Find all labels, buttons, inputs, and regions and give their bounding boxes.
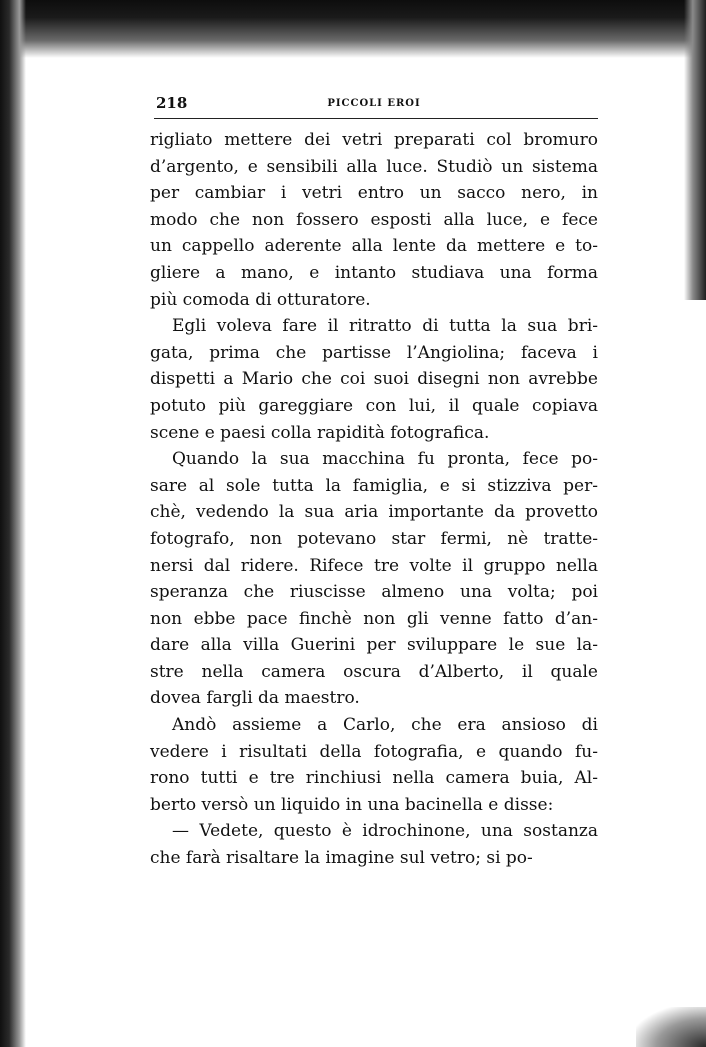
- text-line: che farà risaltare la imagine sul vetro; si po-: [150, 848, 533, 869]
- header-rule: [154, 118, 598, 119]
- paragraph: [150, 446, 598, 712]
- text-line: non ebbe pace finchè non gli venne fatto d’an-: [150, 608, 598, 629]
- text-line: un cappello aderente alla lente da mettere e to-: [150, 236, 598, 257]
- paragraph: [150, 127, 598, 313]
- text-line: più comoda di otturatore.: [150, 289, 371, 310]
- text-line: per cambiar i vetri entro un sacco nero, in: [150, 183, 598, 204]
- text-line: stre nella camera oscura d’Alberto, il quale: [150, 661, 598, 682]
- scan-right-edge: [684, 0, 706, 300]
- text-line: vedere i risultati della fotografia, e quando fu-: [150, 741, 598, 762]
- text-line: d’argento, e sensibili alla luce. Studiò un sistema: [150, 156, 598, 177]
- scan-left-edge: [0, 0, 26, 1047]
- text-line: gliere a mano, e intanto studiava una forma: [150, 262, 598, 283]
- text-line: Andò assieme a Carlo, che era ansioso di: [172, 715, 598, 736]
- text-line: berto versò un liquido in una bacinella e disse:: [150, 794, 554, 815]
- text-line: gata, prima che partisse l’Angiolina; faceva i: [150, 342, 598, 363]
- text-line: chè, vedendo la sua aria importante da provetto: [150, 502, 598, 523]
- text-line: dare alla villa Guerini per sviluppare le sue la-: [150, 635, 598, 656]
- paragraph: [150, 818, 598, 871]
- text-line: modo che non fossero esposti alla luce, e fece: [150, 209, 598, 230]
- text-line: nersi dal ridere. Rifece tre volte il gruppo nella: [150, 555, 598, 576]
- page-number: 218: [156, 94, 188, 112]
- text-line: dispetti a Mario che coi suoi disegni non avrebbe: [150, 369, 598, 390]
- book-page: [150, 88, 598, 872]
- paragraph: [150, 712, 598, 818]
- body-text: [150, 127, 598, 872]
- text-line: rono tutti e tre rinchiusi nella camera buia, Al-: [150, 768, 598, 789]
- running-title: PICCOLI EROI: [327, 98, 421, 109]
- text-line: potuto più gareggiare con lui, il quale copiava: [150, 395, 598, 416]
- scan-corner-shadow: [636, 1007, 706, 1047]
- text-line: scene e paesi colla rapidità fotografica.: [150, 422, 490, 443]
- running-head: [150, 88, 598, 116]
- text-line: Quando la sua macchina fu pronta, fece po-: [172, 449, 598, 470]
- text-line: — Vedete, questo è idrochinone, una sostanza: [172, 821, 598, 842]
- text-line: speranza che riuscisse almeno una volta; poi: [150, 582, 598, 603]
- text-line: dovea fargli da maestro.: [150, 688, 360, 709]
- text-line: Egli voleva fare il ritratto di tutta la sua bri-: [172, 316, 598, 337]
- text-line: sare al sole tutta la famiglia, e si stizziva per-: [150, 475, 598, 496]
- scan-top-shadow: [0, 0, 706, 58]
- text-line: fotografo, non potevano star fermi, nè tratte-: [150, 528, 598, 549]
- text-line: rigliato mettere dei vetri preparati col bromuro: [150, 130, 598, 150]
- paragraph: [150, 313, 598, 446]
